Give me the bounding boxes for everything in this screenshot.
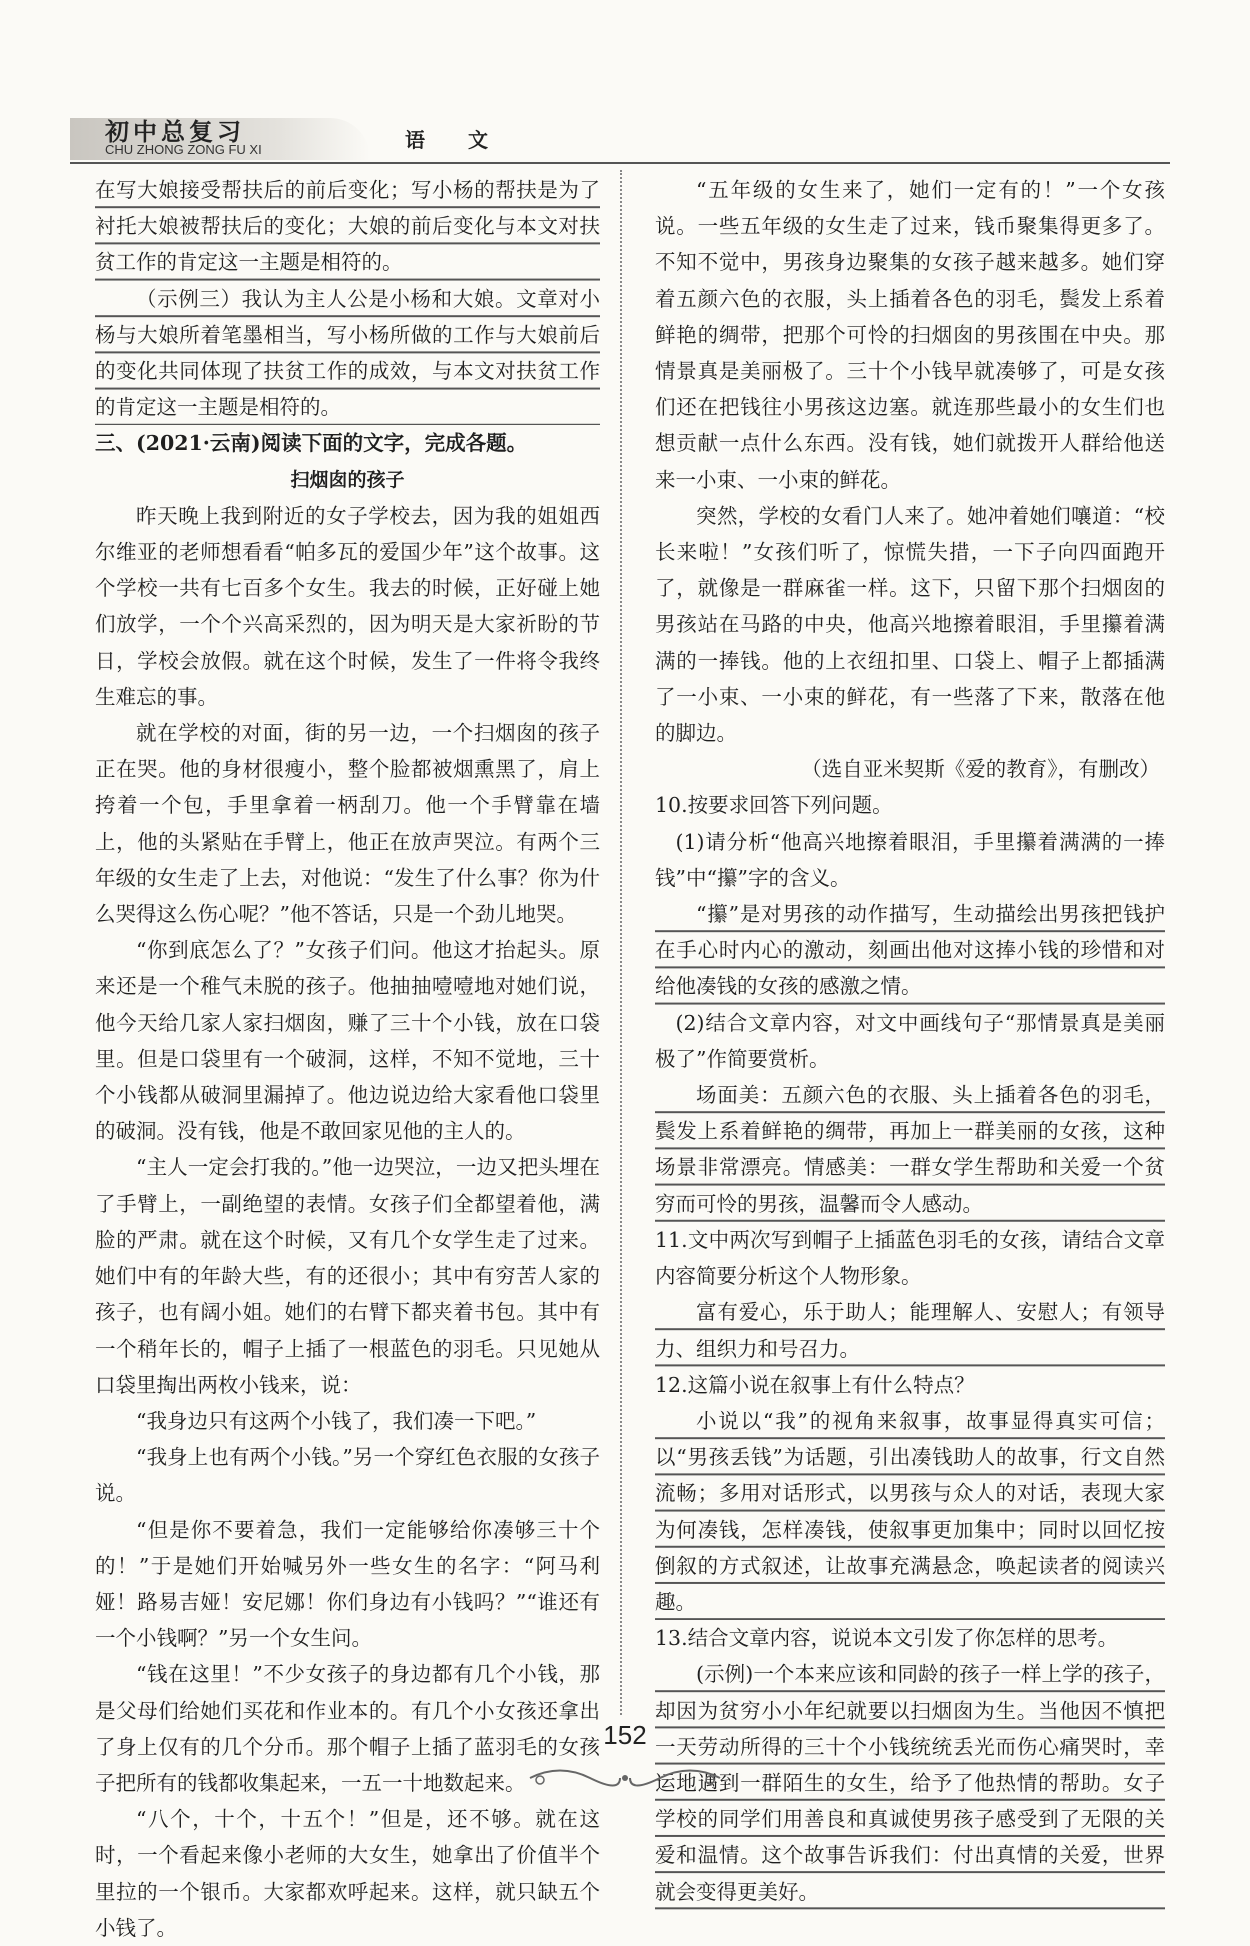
- story-paragraph-9: “八个，十个，十五个！”但是，还不够。就在这时，一个看起来像小老师的大女生，她拿出了价值半个里拉的一个银币。大家都欢呼起来。这样，就只缺五个小钱了。: [95, 1807, 600, 1940]
- right-column: [655, 172, 1165, 1910]
- page-number: 152: [603, 1720, 647, 1750]
- story-source: （选自亚米契斯《爱的教育》，有删改）: [801, 757, 1160, 782]
- story-paragraph-2: 就在学校的对面，街的另一边，一个扫烟囱的孩子正在哭。他的身材很瘦小，整个脸都被烟熏黑了，肩上挎着一个包，手里拿着一柄刮刀。他一个手臂靠在墙上，他的头紧贴在手臂上，他正在放声哭泣。有两个三年级的女生走了上去，对他说：“发生了什么事？你为什么哭得这么伤心呢？”他不答话，只是一个劲儿地哭。: [95, 721, 600, 927]
- answer-12: 小说以“我”的视角来叙事，故事显得真实可信；以“男孩丢钱”为话题，引出凑钱助人的故事，行文自然流畅；多用对话形式，以男孩与众人的对话，表现大家为何凑钱，怎样凑钱，使叙事更加集中；同时以回忆按倒叙的方式叙述，让故事充满悬念，唤起读者的阅读兴趣。: [655, 1403, 1165, 1620]
- story-paragraph-10: “五年级的女生来了，她们一定有的！”一个女孩说。一些五年级的女生走了过来，钱币聚集得更多了。不知不觉中，男孩身边聚集的女孩子越来越多。她们穿着五颜六色的衣服，头上插着各色的羽毛，鬓发上系着鲜艳的绸带，把那个可怜的扫烟囱的男孩围在中央。那情景真是美丽极了。三十个小钱早就凑够了，可是女孩们还在把钱往小男孩这边塞。就连那些最小的女生们也想贡献一点什么东西。没有钱，她们就拨开人群给他送来一小束、一小束的鲜花。: [655, 178, 1165, 492]
- question-10-part-1: (1)请分析“他高兴地擦着眼泪，手里攥着满满的一捧钱”中“攥”字的含义。: [655, 829, 1165, 890]
- left-column: [95, 172, 600, 1946]
- story-title: 扫烟囱的孩子: [290, 468, 405, 491]
- question-10-part-2: (2)结合文章内容，对文中画线句子“那情景真是美丽极了”作简要赏析。: [655, 1010, 1165, 1071]
- story-paragraph-11: 突然，学校的女看门人来了。她冲着她们嚷道：“校长来啦！”女孩们听了，惊慌失措，一下子向四面跑开了，就像是一群麻雀一样。这下，只留下那个扫烟囱的男孩站在马路的中央，他高兴地擦着眼泪，手里攥着满满的一捧钱。他的上衣纽扣里、口袋上、帽子上都插满了一小束、一小束的鲜花，有一些落了下来，散落在他的脚边。: [655, 503, 1165, 746]
- story-paragraph-6: “我身上也有两个小钱。”另一个穿红色衣服的女孩子说。: [95, 1445, 600, 1506]
- answer-10-part-1: “攥”是对男孩的动作描写，生动描绘出男孩把钱护在手心时内心的激动，刻画出他对这捧小钱的珍惜和对给他凑钱的女孩的感激之情。: [655, 896, 1165, 1005]
- header-rule: [70, 162, 1170, 164]
- question-10: 10.按要求回答下列问题。: [655, 793, 893, 818]
- story-paragraph-8: “钱在这里！”不少女孩子的身边都有几个小钱，那是父母们给她们买花和作业本的。有几个小女孩还拿出了身上仅有的几个分币。那个帽子上插了蓝羽毛的女孩子把所有的钱都收集起来，一五一十地数起来。: [95, 1662, 600, 1795]
- answer-13: (示例)一个本来应该和同龄的孩子一样上学的孩子，却因为贫穷小小年纪就要以扫烟囱为生。当他因不慎把一天劳动所得的三十个小钱统统丢光而伤心痛哭时，幸运地遇到一群陌生的女生，给予了他热情的帮助。女子学校的同学们用善良和真诚使男孩子感受到了无限的关爱和温情。这个故事告诉我们：付出真情的关爱，世界就会变得更美好。: [655, 1656, 1165, 1909]
- answer-continuation: 在写大娘接受帮扶后的前后变化；写小杨的帮扶是为了衬托大娘被帮扶后的变化；大娘的前后变化与本文对扶贫工作的肯定这一主题是相符的。: [95, 172, 600, 281]
- answer-10-part-2: 场面美：五颜六色的衣服、头上插着各色的羽毛，鬓发上系着鲜艳的绸带，再加上一群美丽的女孩，这种场景非常漂亮。情感美：一群女学生帮助和关爱一个贫穷而可怜的男孩，温馨而令人感动。: [655, 1077, 1165, 1222]
- book-title-pinyin: CHU ZHONG ZONG FU XI: [105, 142, 262, 157]
- question-12: 12.这篇小说在叙事上有什么特点？: [655, 1372, 975, 1397]
- story-paragraph-7: “但是你不要着急，我们一定能够给你凑够三十个的！”于是她们开始喊另外一些女生的名字：“阿马利娅！路易吉娅！安尼娜！你们身边有小钱吗？”“谁还有一个小钱啊？”另一个女生问。: [95, 1517, 600, 1651]
- subject-label: 语 文: [405, 128, 506, 152]
- question-13: 13.结合文章内容，说说本文引发了你怎样的思考。: [655, 1626, 1119, 1651]
- book-title: 初中总复习: [105, 117, 245, 146]
- answer-example-3: （示例三）我认为主人公是小杨和大娘。文章对小杨与大娘所着笔墨相当，写小杨所做的工作与大娘前后的变化共同体现了扶贫工作的成效，与本文对扶贫工作的肯定这一主题是相符的。: [95, 281, 600, 426]
- story-paragraph-1: 昨天晚上我到附近的女子学校去，因为我的姐姐西尔维亚的老师想看看“帕多瓦的爱国少年”这个故事。这个学校一共有七百多个女生。我去的时候，正好碰上她们放学，一个个兴高采烈的，因为明天是大家祈盼的节日，学校会放假。就在这个时候，发生了一件将令我终生难忘的事。: [95, 503, 600, 709]
- footer-ornament-icon: [520, 1758, 730, 1798]
- answer-11: 富有爱心，乐于助人；能理解人、安慰人；有领导力、组织力和号召力。: [655, 1294, 1165, 1366]
- section-title: 三、(2021·云南)阅读下面的文字，完成各题。: [95, 431, 528, 456]
- story-paragraph-5: “我身边只有这两个小钱了，我们凑一下吧。”: [136, 1408, 537, 1433]
- question-11: 11.文中两次写到帽子上插蓝色羽毛的女孩，请结合文章内容简要分析这个人物形象。: [655, 1227, 1165, 1289]
- story-paragraph-4: “主人一定会打我的。”他一边哭泣，一边又把头埋在了手臂上，一副绝望的表情。女孩子们全都望着他，满脸的严肃。就在这个时候，又有几个女学生走了过来。她们中有的年龄大些，有的还很小；其中有穷苦人家的孩子，也有阔小姐。她们的右臂下都夹着书包。其中有一个稍年长的，帽子上插了一根蓝色的羽毛。只见她从口袋里掏出两枚小钱来，说：: [95, 1155, 600, 1397]
- column-divider: [620, 170, 622, 1715]
- story-paragraph-3: “你到底怎么了？”女孩子们问。他这才抬起头。原来还是一个稚气未脱的孩子。他抽抽噎噎地对她们说，他今天给几家人家扫烟囱，赚了三十个小钱，放在口袋里。但是口袋里有一个破洞，这样，不知不觉地，三十个小钱都从破洞里漏掉了。他边说边给大家看他口袋里的破洞。没有钱，他是不敢回家见他的主人的。: [95, 938, 600, 1144]
